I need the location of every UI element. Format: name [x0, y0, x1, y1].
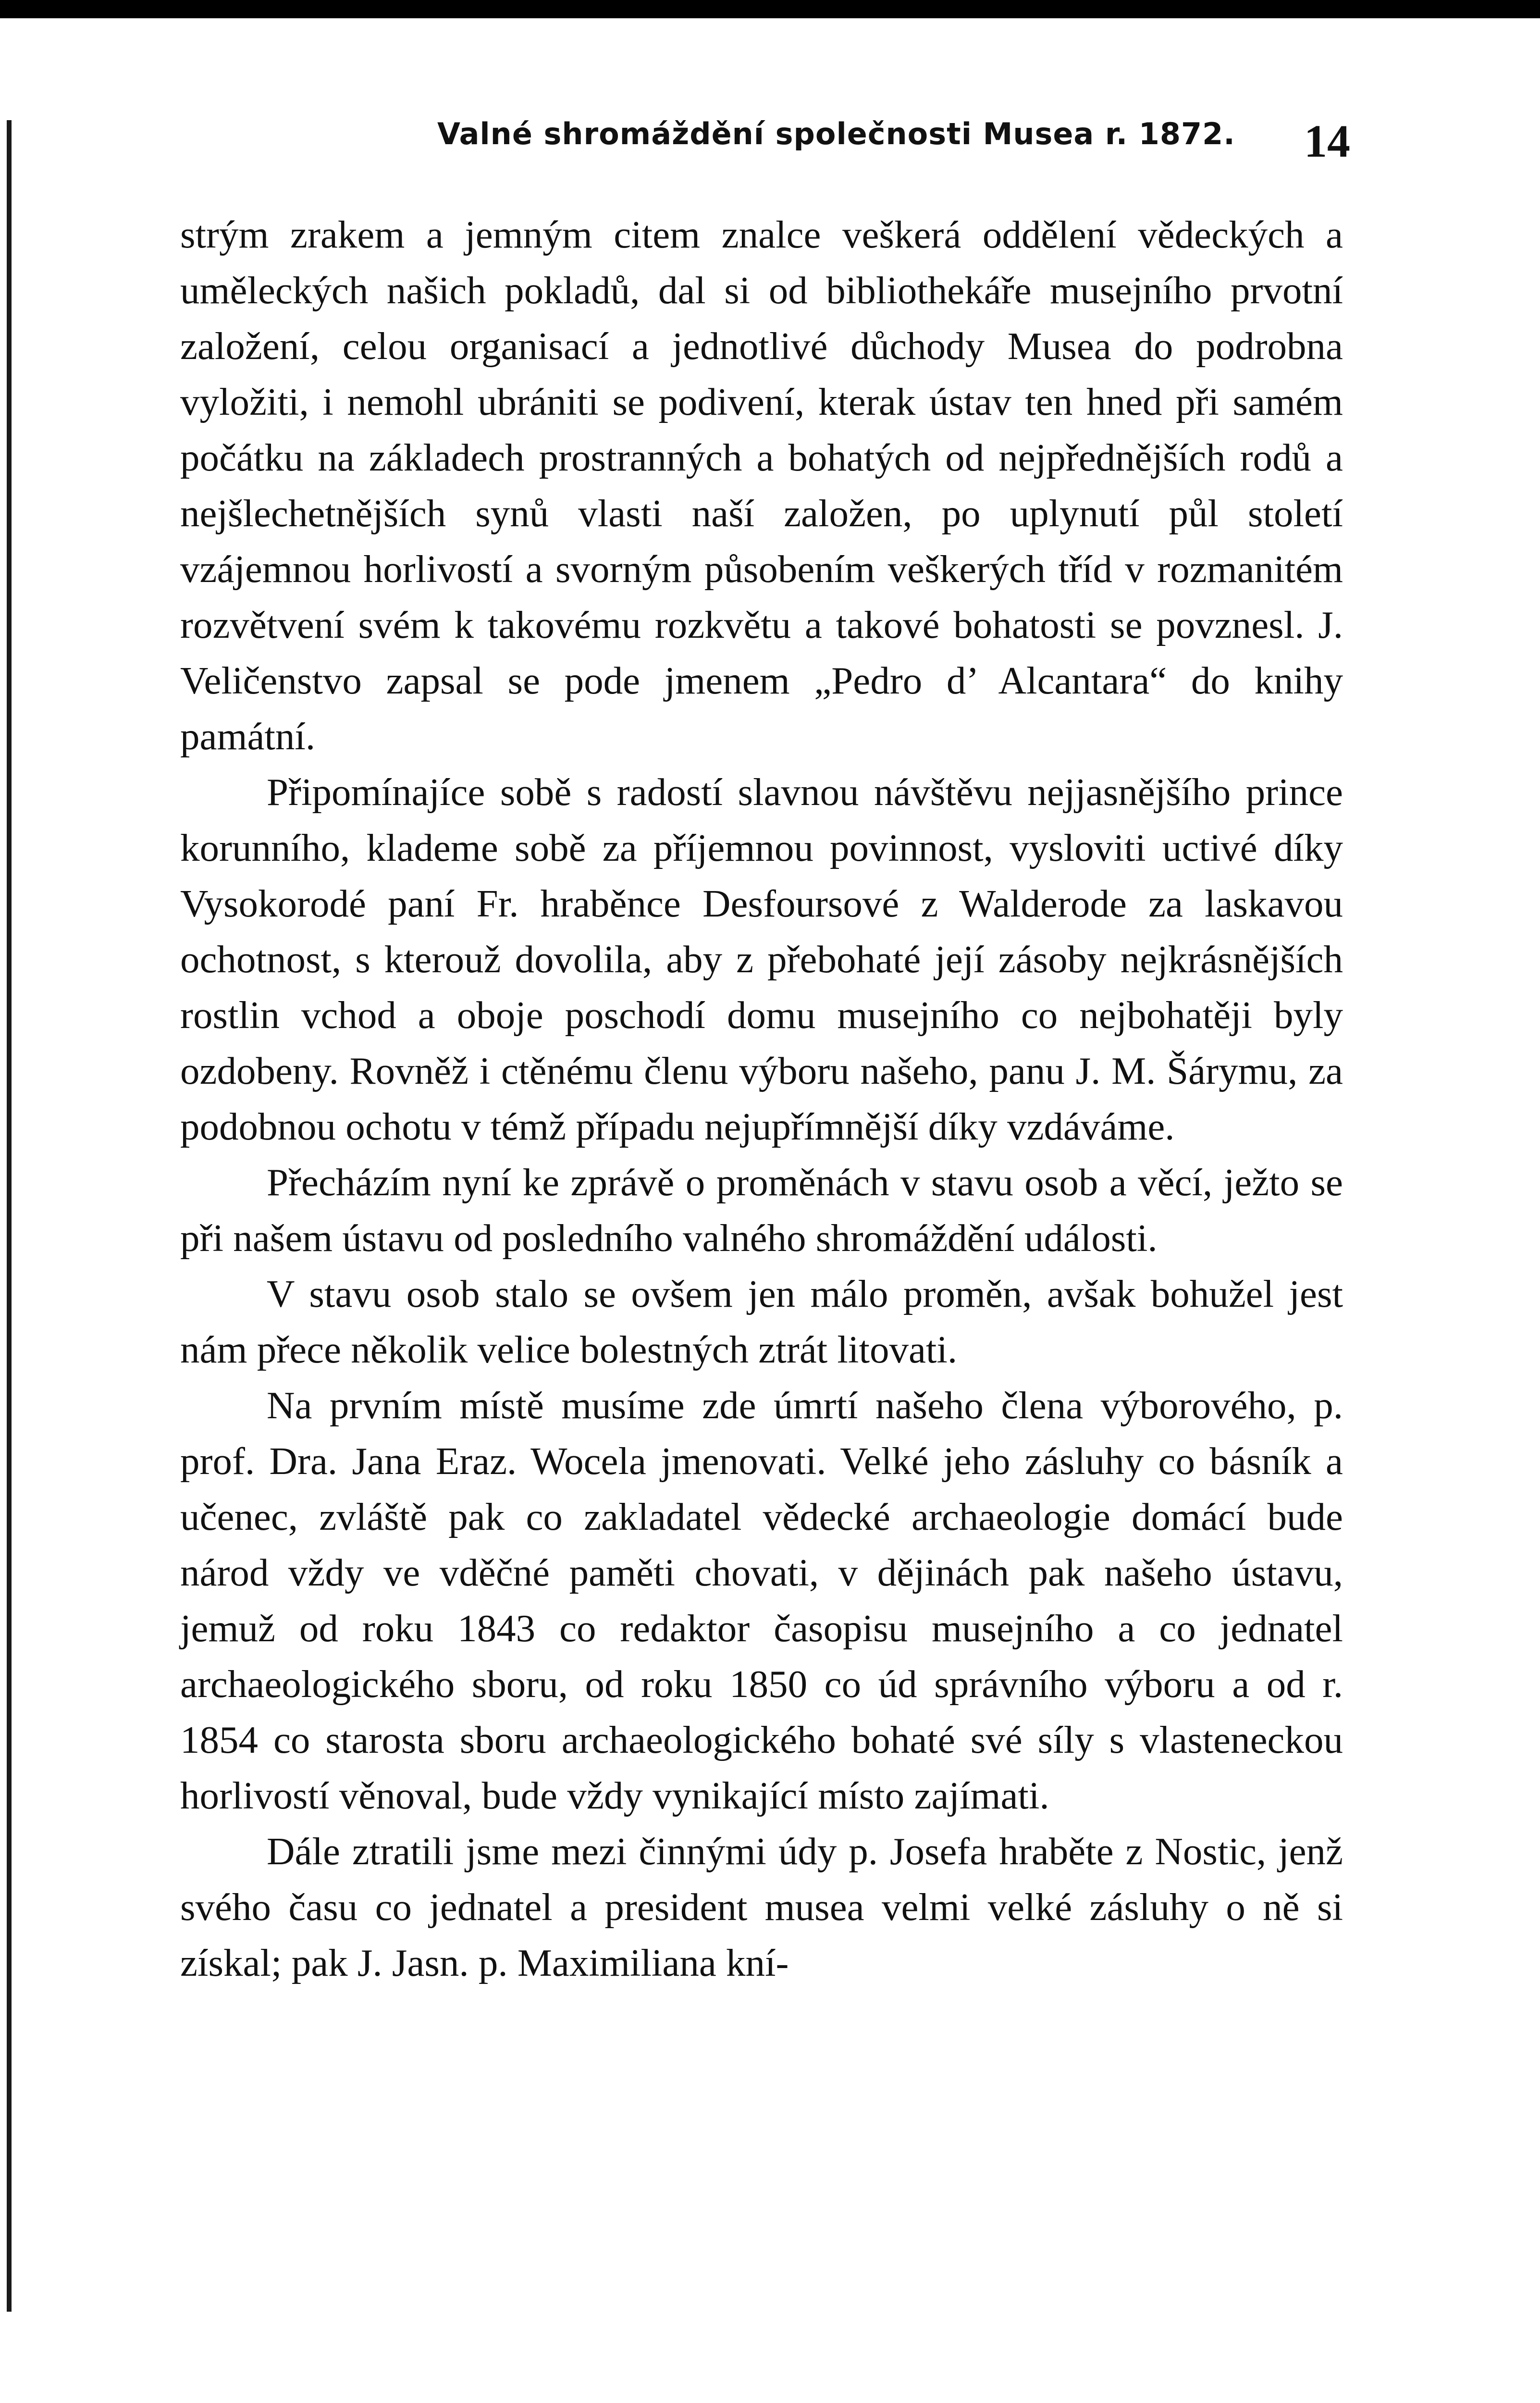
paragraph-1: strým zrakem a jemným citem znalce veškerá oddělení vědeckých a uměleckých našich pokladů, dal si od bibliothekáře musejního prvotní založení, celou organisací a jednotlivé důchody Musea do podrobna vyložiti, i nemohl ubrániti se podivení, kterak ústav ten hned při samém počátku na základech prostranných a bohatých od nejpřednějších rodů a nejšlechetnějších synů vlasti naší založen, po uplynutí půl století vzájemnou horlivostí a svorným působením veškerých tříd v rozmanitém rozvětvení svém k takovému rozkvětu a takové bohatosti se povznesl. J. Veličenstvo zapsal se pode jmenem „Pedro d’ Alcantara“ do knihy památní. [180, 213, 1343, 758]
paragraph-3: Přecházím nyní ke zprávě o proměnách v stavu osob a věcí, ježto se při našem ústavu od posledního valného shromáždění události. [180, 1161, 1343, 1260]
page-left-edge [7, 120, 12, 2312]
paragraph-5: Na prvním místě musíme zde úmrtí našeho člena výborového, p. prof. Dra. Jana Eraz. Wocela jmenovati. Velké jeho zásluhy co básník a učenec, zvláště pak co zakladatel vědecké archaeologie domácí bude národ vždy ve vděčné paměti chovati, v dějinách pak našeho ústavu, jemuž od roku 1843 co redaktor časopisu musejního a co jednatel archaeologického sboru, od roku 1850 co úd správního výboru a od r. 1854 co starosta sboru archaeologického bohaté své síly s vlasteneckou horlivostí věnoval, bude vždy vynikající místo zajímati. [180, 1384, 1343, 1817]
text-body [180, 207, 1343, 1991]
paragraph-4: V stavu osob stalo se ovšem jen málo proměn, avšak bohužel jest nám přece několik velice bolestných ztrát litovati. [180, 1272, 1343, 1371]
paragraph-6: Dále ztratili jsme mezi činnými údy p. Josefa hraběte z Nostic, jenž svého času co jednatel a president musea velmi velké zásluhy o ně si získal; pak J. Jasn. p. Maximiliana kní- [180, 1830, 1343, 1984]
paragraph-2: Připomínajíce sobě s radostí slavnou návštěvu nejjasnějšího prince korunního, klademe sobě za příjemnou povinnost, vysloviti uctivé díky Vysokorodé paní Fr. hraběnce Desfoursové z Walderode za laskavou ochotnost, s kterouž dovolila, aby z přebohaté její zásoby nejkrásnějších rostlin vchod a oboje poschodí domu musejního co nejbohatěji byly ozdobeny. Rovněž i ctěnému členu výboru našeho, panu J. M. Šárymu, za podobnou ochotu v témž případu nejupřímnější díky vzdáváme. [180, 770, 1343, 1148]
page-number: 14 [1304, 115, 1350, 167]
running-title: Valné shromáždění společnosti Musea r. 1872. [437, 116, 1235, 151]
page-header [178, 110, 1350, 172]
page-top-border [0, 0, 1540, 18]
